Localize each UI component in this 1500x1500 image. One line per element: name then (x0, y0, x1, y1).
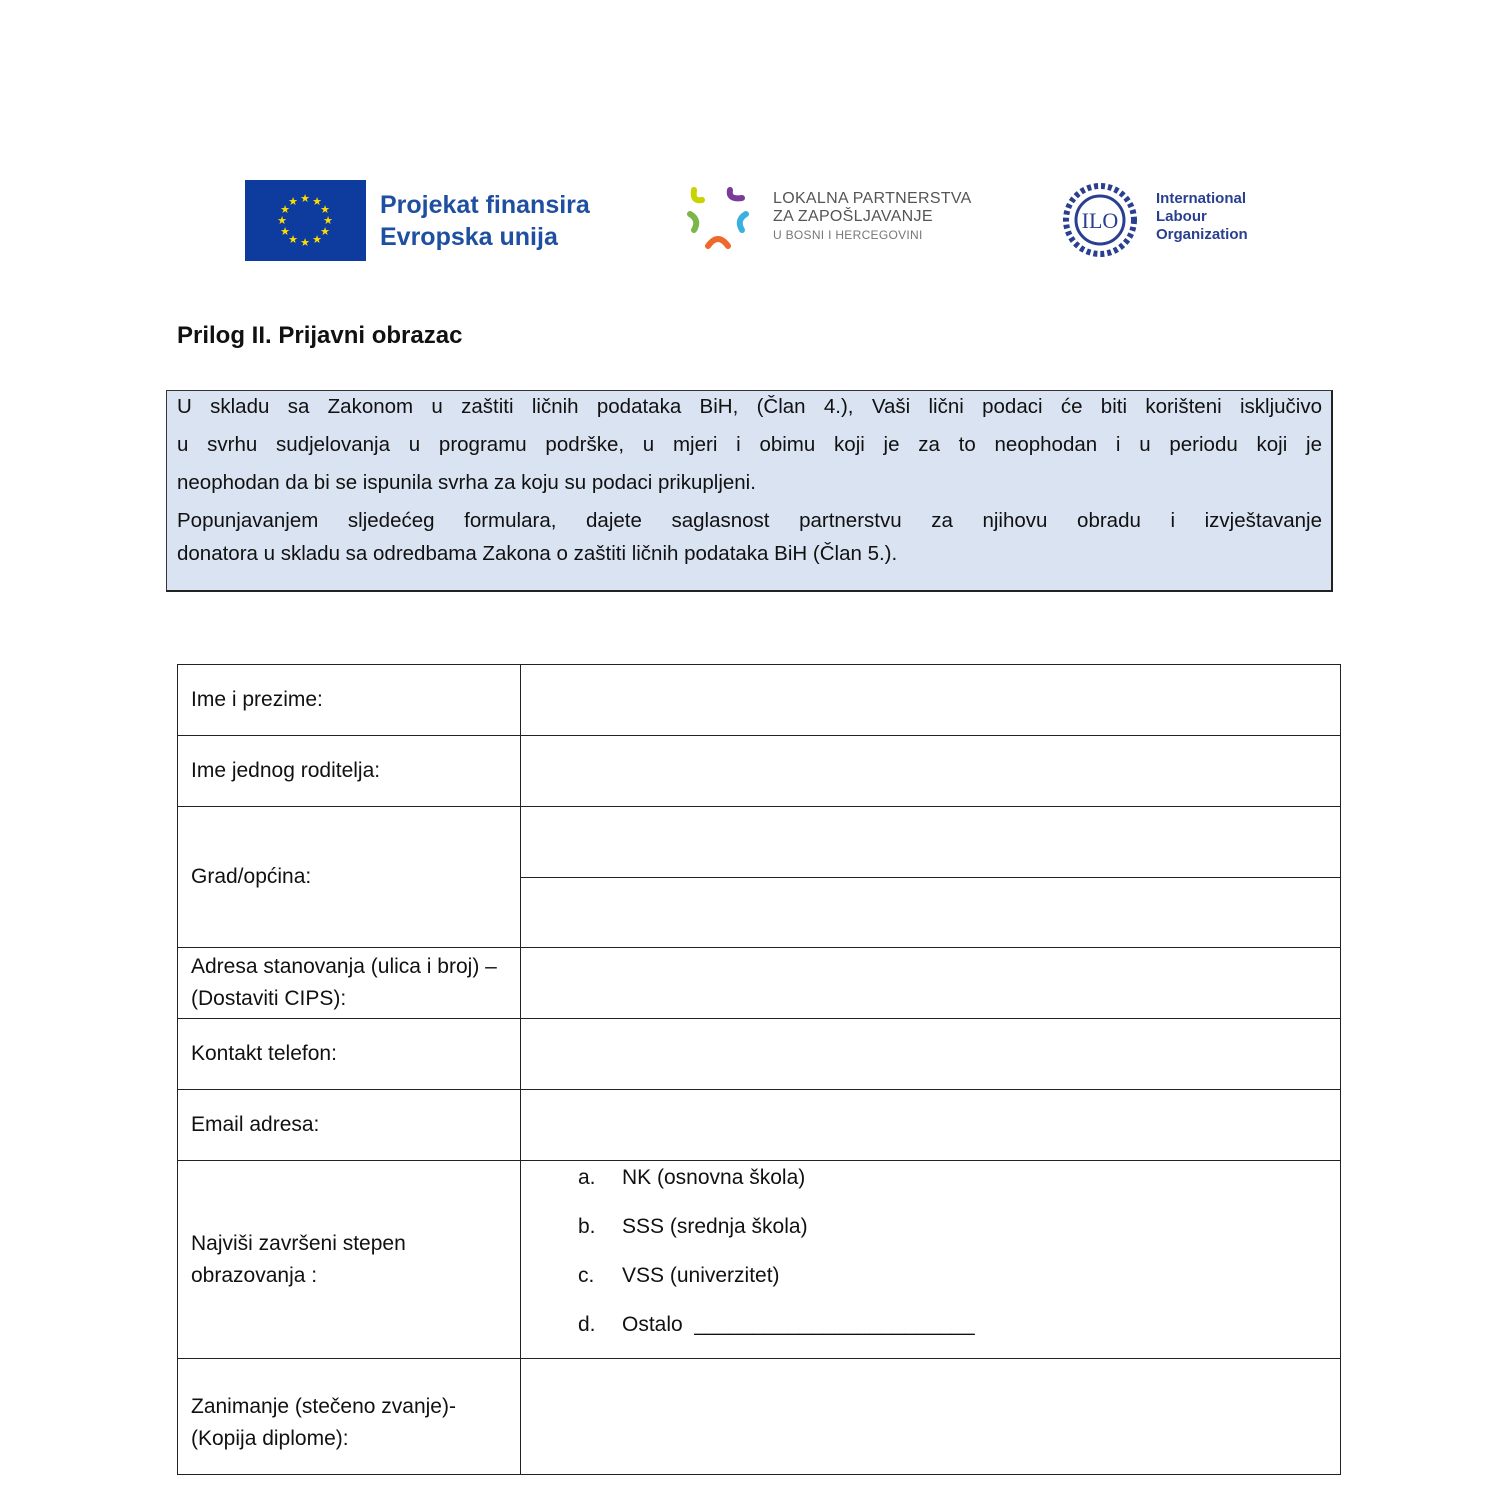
field-education (521, 1161, 1341, 1359)
notice-line: donatora u skladu sa odredbama Zakona o zaštiti ličnih podataka BiH (Član 5.). (177, 542, 898, 565)
field-occupation[interactable] (521, 1359, 1341, 1475)
education-option[interactable] (534, 1161, 1327, 1210)
row-occupation (178, 1359, 1341, 1475)
eu-line2: Evropska unija (380, 223, 558, 251)
row-phone (178, 1019, 1341, 1090)
row-address (178, 948, 1341, 1019)
notice-line: U skladu sa Zakonom u zaštiti ličnih podataka BiH, (Član 4.), Vaši lični podaci će biti korišteni isključivo (177, 395, 1322, 418)
eu-logo-text (380, 189, 590, 253)
option-marker: c. (578, 1264, 595, 1287)
svg-text:★: ★ (280, 226, 290, 238)
notice-line: neophodan da bi se ispunila svrha za koju su podaci prikupljeni. (177, 471, 756, 494)
row-parent (178, 736, 1341, 807)
eu-flag-logo (245, 180, 366, 261)
row-city (178, 807, 1341, 878)
field-parent[interactable] (521, 736, 1341, 807)
ilo-logo-text (1156, 190, 1248, 244)
svg-text:★: ★ (312, 196, 322, 208)
label-name: Ime i prezime: (178, 665, 521, 736)
field-phone[interactable] (521, 1019, 1341, 1090)
page-title: Prilog II. Prijavni obrazac (177, 322, 463, 349)
lp-line3: U BOSNI I HERCEGOVINI (773, 228, 923, 242)
svg-text:ILO: ILO (1081, 208, 1119, 233)
svg-text:★: ★ (312, 234, 322, 246)
field-name[interactable] (521, 665, 1341, 736)
ilo-line3: Organization (1156, 226, 1248, 243)
svg-text:★: ★ (280, 204, 290, 216)
label-parent: Ime jednog roditelja: (178, 736, 521, 807)
label-education: Najviši završeni stepen obrazovanja : (178, 1161, 521, 1359)
field-city-2[interactable] (521, 878, 1341, 948)
svg-text:★: ★ (300, 237, 310, 249)
label-phone: Kontakt telefon: (178, 1019, 521, 1090)
svg-text:★: ★ (300, 193, 310, 205)
education-option[interactable] (534, 1308, 1327, 1357)
option-label: VSS (univerzitet) (622, 1264, 780, 1287)
option-marker: d. (578, 1313, 596, 1336)
svg-text:★: ★ (277, 215, 287, 227)
notice-line: u svrhu sudjelovanja u programu podrške, u mjeri i obimu koji je za to neophodan i u periodu koji je (177, 433, 1322, 456)
eu-line1: Projekat finansira (380, 191, 590, 219)
svg-text:★: ★ (288, 196, 298, 208)
option-label: Ostalo ________________________ (622, 1313, 975, 1336)
field-email[interactable] (521, 1090, 1341, 1161)
row-email (178, 1090, 1341, 1161)
option-label: NK (osnovna škola) (622, 1166, 806, 1189)
notice-line: Popunjavanjem sljedećeg formulara, dajete saglasnost partnerstvu za njihovu obradu i izvještavanje (177, 509, 1322, 532)
label-occupation: Zanimanje (stečeno zvanje)-(Kopija diplome): (178, 1359, 521, 1475)
field-address[interactable] (521, 948, 1341, 1019)
education-option[interactable] (534, 1210, 1327, 1259)
label-address: Adresa stanovanja (ulica i broj) – (Dostaviti CIPS): (178, 948, 521, 1019)
education-options (534, 1161, 1327, 1357)
row-name (178, 665, 1341, 736)
label-city: Grad/općina: (178, 807, 521, 948)
option-marker: b. (578, 1215, 596, 1238)
lp-logo-text (773, 190, 972, 244)
svg-text:★: ★ (320, 204, 330, 216)
label-email: Email adresa: (178, 1090, 521, 1161)
svg-text:★: ★ (320, 226, 330, 238)
row-education (178, 1161, 1341, 1359)
ilo-line2: Labour (1156, 208, 1207, 225)
option-label: SSS (srednja škola) (622, 1215, 808, 1238)
svg-text:★: ★ (288, 234, 298, 246)
lp-line1: LOKALNA PARTNERSTVA (773, 190, 972, 207)
ilo-emblem-logo (1058, 182, 1142, 263)
ilo-line1: International (1156, 190, 1247, 207)
svg-text:★: ★ (323, 215, 333, 227)
field-city-1[interactable] (521, 807, 1341, 878)
privacy-notice-box (166, 390, 1333, 592)
lp-line2: ZA ZAPOŠLJAVANJE (773, 208, 933, 225)
application-form-table (177, 664, 1341, 1475)
lp-star-logo (686, 186, 752, 257)
education-option[interactable] (534, 1259, 1327, 1308)
option-marker: a. (578, 1166, 596, 1189)
